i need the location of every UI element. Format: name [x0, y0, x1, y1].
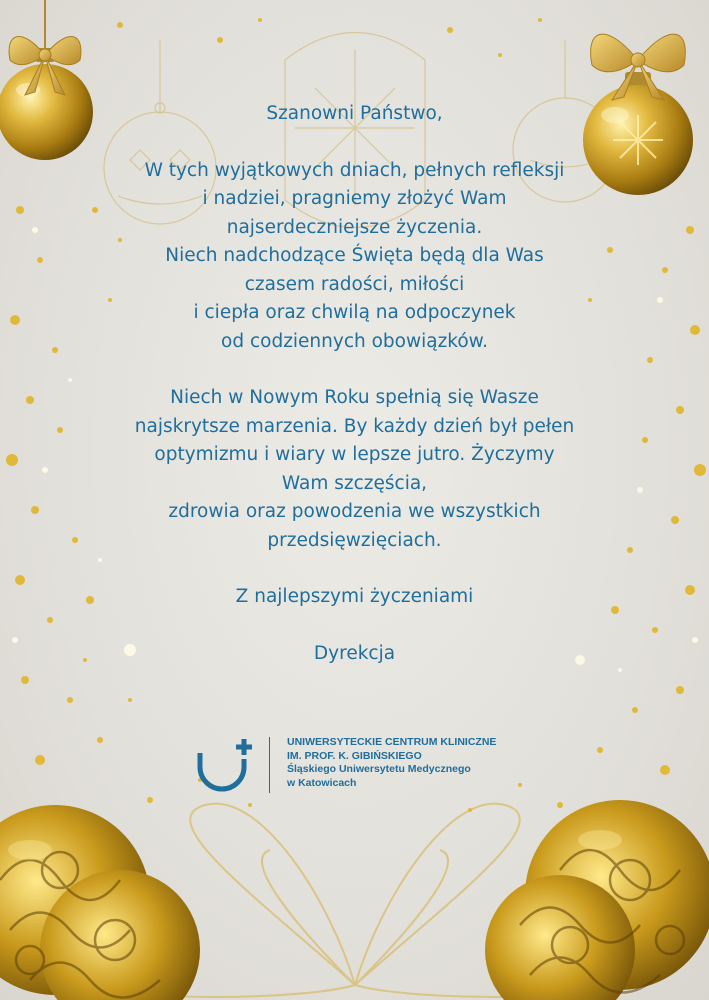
ucl-logo-icon	[195, 735, 259, 795]
signature: Dyrekcja	[313, 642, 396, 664]
paragraph2-line: optymizmu i wiary w lepsze jutro. Życzymy	[154, 444, 555, 465]
logo-divider	[269, 737, 270, 793]
paragraph1-line: W tych wyjątkowych dniach, pełnych refleksji	[144, 159, 565, 181]
gold-bauble-icon	[583, 72, 693, 195]
paragraph-gap	[110, 612, 599, 640]
letter-body	[110, 100, 599, 668]
paragraph1-line: od codziennych obowiązków.	[221, 330, 488, 352]
closing: Z najlepszymi życzeniami	[235, 586, 474, 607]
paragraph1-line: czasem radości, miłości	[244, 273, 465, 295]
paragraph2-line: zdrowia oraz powodzenia we wszystkich	[168, 501, 541, 522]
paragraph-gap	[110, 356, 599, 384]
paragraph1-line: i nadziei, pragniemy złożyć Wam	[202, 188, 507, 209]
paragraph1-line: najserdeczniejsze życzenia.	[226, 216, 483, 238]
greeting: Szanowni Państwo,	[266, 103, 443, 124]
snowflake-icon	[613, 115, 663, 165]
logo-line: Śląskiego Uniwersytetu Medycznego	[287, 763, 471, 775]
logo-line: w Katowicach	[287, 776, 357, 789]
paragraph2-line: najskrytsze marzenia. By każdy dzień był pełen	[134, 415, 575, 437]
logo-text	[287, 736, 496, 790]
paragraph1-line: Niech nadchodzące Święta będą dla Was	[165, 245, 544, 266]
paragraph1-line: i ciepła oraz chwilą na odpoczynek	[193, 302, 516, 323]
paragraph-gap	[110, 555, 599, 583]
filigree-ornament-icon	[0, 800, 709, 1000]
logo-line: IM. PROF. K. GIBIŃSKIEGO	[287, 749, 422, 762]
paragraph2-line: Niech w Nowym Roku spełnią się Wasze	[170, 387, 539, 408]
hospital-logo	[195, 735, 535, 795]
paragraph2-line: Wam szczęścia,	[281, 472, 428, 494]
logo-line: UNIWERSYTECKIE CENTRUM KLINICZNE	[287, 736, 497, 748]
gold-bauble-icon	[0, 0, 93, 160]
paragraph2-line: przedsięwzięciach.	[267, 529, 442, 551]
